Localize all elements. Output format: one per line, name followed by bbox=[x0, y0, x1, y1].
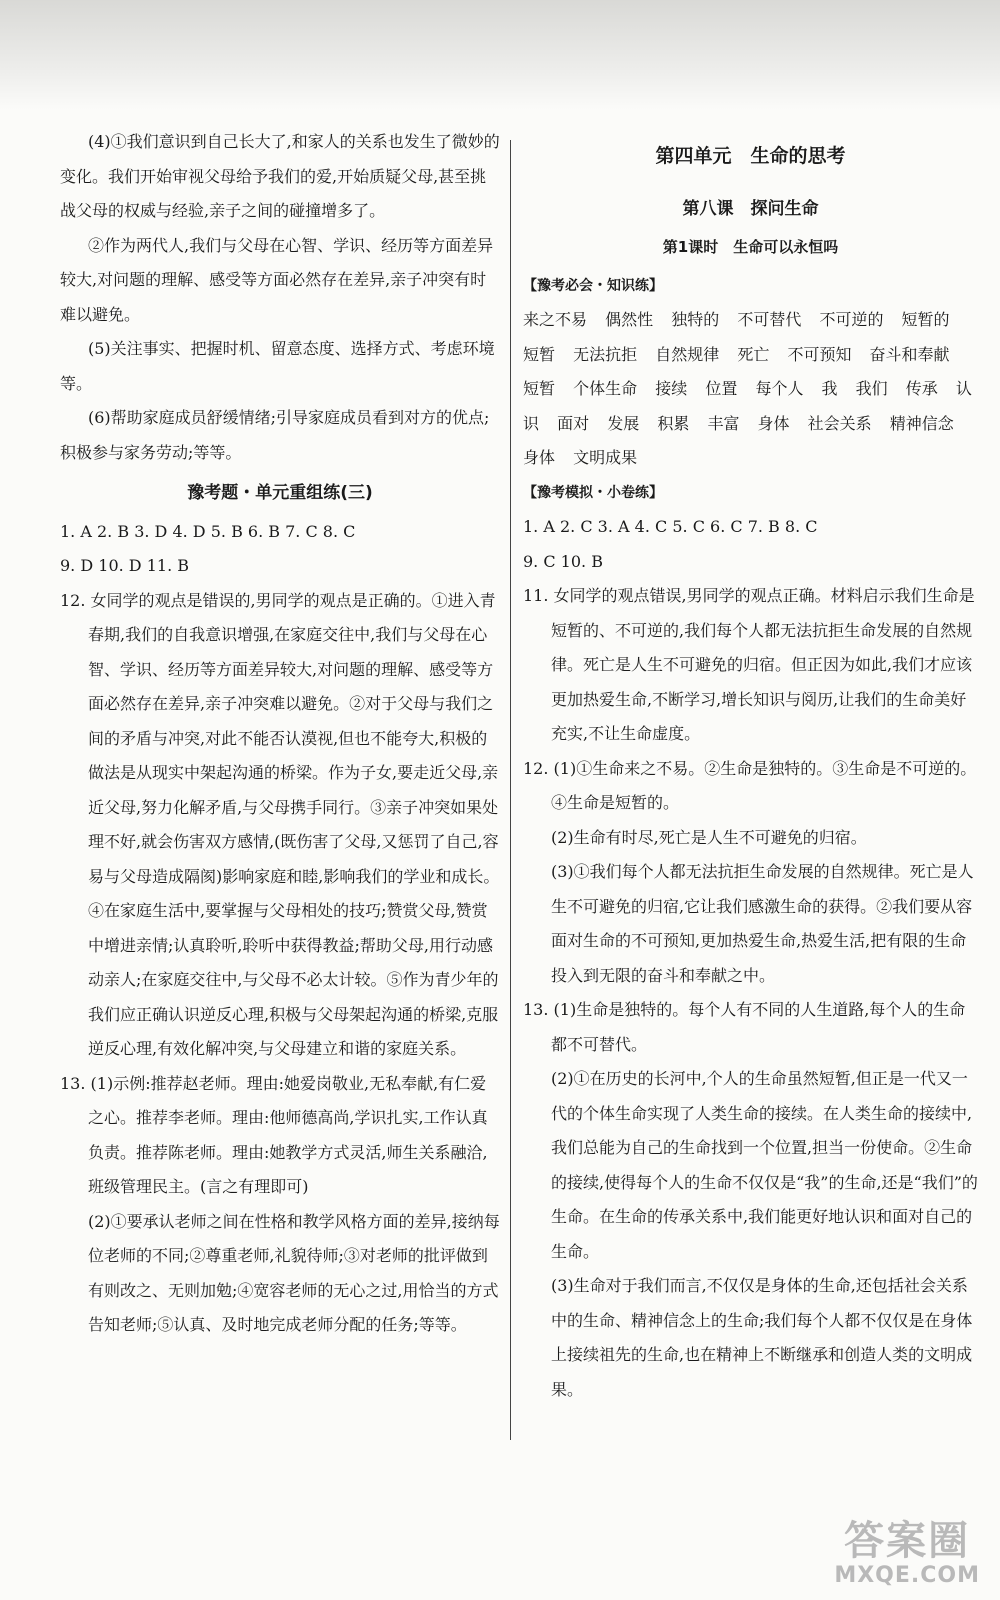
section-label-knowledge: 【豫考必会・知识练】 bbox=[523, 277, 663, 294]
keyword-item: 社会关系 bbox=[807, 413, 872, 433]
mc-answers-line1-right: 1. A 2. C 3. A 4. C 5. C 6. C 7. B 8. C bbox=[523, 517, 818, 536]
keyword-item: 偶然性 bbox=[605, 310, 654, 329]
keyword-item: 不可逆的 bbox=[819, 310, 884, 329]
keyword-item: 积累 bbox=[657, 413, 690, 433]
keyword-item: 丰富 bbox=[707, 413, 740, 433]
keyword-item: 接续 bbox=[655, 379, 688, 398]
keyword-item: 每个人 bbox=[755, 379, 804, 398]
keyword-item: 位置 bbox=[705, 379, 738, 398]
keyword-item: 身体 bbox=[757, 413, 790, 433]
answer-q6: (6)帮助家庭成员舒缓情绪;引导家庭成员看到对方的优点;积极参与家务劳动;等等。 bbox=[60, 408, 490, 462]
mc-answers-line1: 1. A 2. B 3. D 4. D 5. B 6. B 7. C 8. C bbox=[60, 521, 356, 541]
section-title-unit-review: 豫考题・单元重组练(三) bbox=[187, 483, 373, 503]
answer-q5: (5)关注事实、把握时机、留意态度、选择方式、考虑环境等。 bbox=[60, 339, 495, 393]
keyword-item: 精神信念 bbox=[889, 413, 954, 433]
scan-top-shadow bbox=[0, 0, 1000, 110]
answer-q13-part2: (2)①要承认老师之间在性格和教学风格方面的差异,接纳每位老师的不同;②尊重老师,礼貌待师;③对老师的批评做到有则改之、无则加勉;④宽容老师的无心之过,用恰当的方式告知老师;⑤认真、及时地完成老师分配的任务;等等。 bbox=[88, 1211, 500, 1334]
keyword-item: 不可预知 bbox=[787, 344, 852, 364]
watermark-text: 答案圈 bbox=[844, 1518, 971, 1564]
right-column bbox=[523, 125, 978, 1407]
keyword-item: 我们 bbox=[855, 379, 888, 398]
keyword-item: 不可替代 bbox=[737, 310, 802, 329]
mc-answers-line2: 9. D 10. D 11. B bbox=[60, 556, 189, 575]
answer-q4-part2: ②作为两代人,我们与父母在心智、学识、经历等方面差异较大,对问题的理解、感受等方面必然存在差异,亲子冲突有时难以避免。 bbox=[60, 235, 494, 324]
keyword-item: 传承 bbox=[905, 379, 938, 398]
answer-q13-part1-right: 13. (1)生命是独特的。每个人有不同的人生道路,每个人的生命都不可替代。 bbox=[523, 1000, 966, 1054]
answer-q13-part2-right: (2)①在历史的长河中,个人的生命虽然短暂,但正是一代又一代的个体生命实现了人类生命的接续。在人类生命的接续中,我们总能为自己的生命找到一个位置,担当一份使命。②生命的接续,使得每个人的生命不仅仅是“我”的生命,还是“我们”的生命。在生命的传承关系中,我们能更好地认识和面对自己的生命。 bbox=[551, 1069, 978, 1261]
keyword-item: 无法抗拒 bbox=[573, 344, 638, 364]
left-column bbox=[60, 125, 500, 1343]
keyword-item: 认识 bbox=[523, 379, 972, 433]
answer-q12-part1: 12. (1)①生命来之不易。②生命是独特的。③生命是不可逆的。④生命是短暂的。 bbox=[523, 758, 977, 812]
keyword-item: 短暂 bbox=[523, 379, 556, 398]
answer-q13-part3-right: (3)生命对于我们而言,不仅仅是身体的生命,还包括社会关系中的生命、精神信念上的生命;我们每个人都不仅仅是在身体上接续祖先的生命,也在精神上不断继承和创造人类的文明成果。 bbox=[551, 1276, 973, 1399]
answer-q12-part3: (3)①我们每个人都无法抗拒生命发展的自然规律。死亡是人生不可避免的归宿,它让我们感激生命的获得。②我们要从容面对生命的不可预知,更加热爱生命,热爱生活,把有限的生命投入到无限的奋斗和奉献之中。 bbox=[551, 862, 974, 985]
keyword-item: 面对 bbox=[557, 413, 590, 433]
keyword-item: 我 bbox=[821, 379, 838, 398]
keyword-item: 发展 bbox=[607, 413, 640, 433]
watermark-logo bbox=[834, 1519, 980, 1588]
keyword-item: 身体 bbox=[523, 448, 556, 467]
unit-title: 第四单元 生命的思考 bbox=[655, 145, 846, 167]
keyword-item: 短暂的 bbox=[901, 310, 950, 329]
keyword-item: 死亡 bbox=[737, 344, 770, 364]
mc-answers-line2-right: 9. C 10. B bbox=[523, 551, 603, 571]
answer-q12-part2: (2)生命有时尽,死亡是人生不可避免的归宿。 bbox=[551, 827, 867, 847]
keyword-item: 奋斗和奉献 bbox=[869, 344, 950, 364]
keyword-item: 来之不易 bbox=[523, 310, 588, 329]
answer-q12: 12. 女同学的观点是错误的,男同学的观点是正确的。①进入青春期,我们的自我意识增强,在家庭交往中,我们与父母在心智、学识、经历等方面差异较大,对问题的理解、感受等方面必然存在差异,亲子冲突难以避免。②对于父母与我们之间的矛盾与冲突,对此不能否认漠视,但也不能夸大,积极的做法是从现实中架起沟通的桥梁。作为子女,要走近父母,亲近父母,努力化解矛盾,与父母携手同行。③亲子冲突如果处理不好,就会伤害双方感情,(既伤害了父母,又惩罚了自己,容易与父母造成隔阂)影响家庭和睦,影响我们的学业和成长。④在家庭生活中,要掌握与父母相处的技巧;赞赏父母,赞赏中增进亲情;认真聆听,聆听中获得教益;帮助父母,用行动感动亲人;在家庭交往中,与父母不必太计较。⑤作为青少年的我们应正确认识逆反心理,积极与父母架起沟通的桥梁,克服逆反心理,有效化解冲突,与父母建立和谐的家庭关系。 bbox=[60, 590, 500, 1058]
answer-q4-part1: (4)①我们意识到自己长大了,和家人的关系也发生了微妙的变化。我们开始审视父母给予我们的爱,开始质疑父母,甚至挑战父母的权威与经验,亲子之间的碰撞增多了。 bbox=[60, 132, 500, 220]
period-title: 第1课时 生命可以永恒吗 bbox=[662, 238, 839, 256]
keyword-item: 短暂 bbox=[523, 344, 556, 364]
keyword-item: 自然规律 bbox=[655, 344, 720, 364]
answer-q13-part1: 13. (1)示例:推荐赵老师。理由:她爱岗敬业,无私奉献,有仁爱之心。推荐李老师。理由:他师德高尚,学识扎实,工作认真负责。推荐陈老师。理由:她教学方式灵活,师生关系融洽,班级管理民主。(言之有理即可) bbox=[60, 1073, 488, 1196]
column-divider bbox=[510, 140, 511, 1440]
answer-q11: 11. 女同学的观点错误,男同学的观点正确。材料启示我们生命是短暂的、不可逆的,我们每个人都无法抗拒生命发展的自然规律。死亡是人生不可避免的归宿。但正因为如此,我们才应该更加热爱生命,不断学习,增长知识与阅历,让我们的生命美好充实,不让生命虚度。 bbox=[523, 586, 975, 743]
keyword-item: 文明成果 bbox=[573, 448, 638, 467]
keyword-item: 个体生命 bbox=[573, 379, 638, 398]
keyword-item: 独特的 bbox=[671, 310, 720, 329]
watermark-url: MXQE.COM bbox=[834, 1563, 980, 1588]
keyword-answers bbox=[523, 303, 978, 476]
lesson-title: 第八课 探问生命 bbox=[682, 198, 819, 219]
section-label-mock: 【豫考模拟・小卷练】 bbox=[523, 484, 663, 501]
